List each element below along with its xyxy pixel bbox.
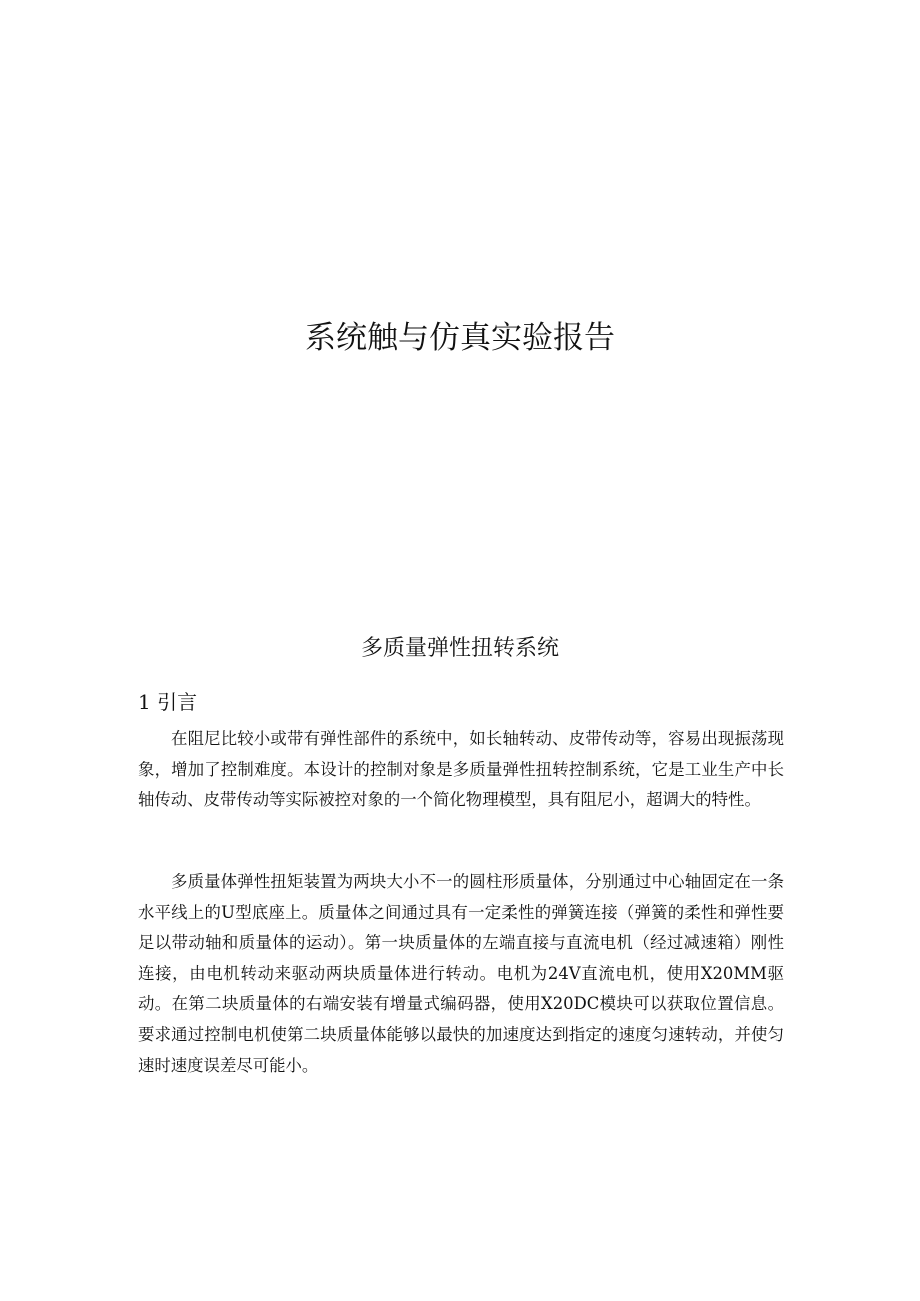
paragraph-1: 在阻尼比较小或带有弹性部件的系统中，如长轴转动、皮带传动等，容易出现振荡现象，增加了控制难度。本设计的控制对象是多质量弹性扭转控制系统，它是工业生产中长轴传动、皮带传动等实际被控对象的一个简化物理模型，具有阻尼小，超调大的特性。: [138, 729, 784, 810]
report-title: 系统触与仿真实验报告: [305, 320, 615, 356]
paragraph-2: 多质量体弹性扭矩装置为两块大小不一的圆柱形质量体，分别通过中心轴固定在一条水平线上的U型底座上。质量体之间通过具有一定柔性的弹簧连接（弹簧的柔性和弹性要足以带动轴和质量体的运动）。第一块质量体的左端直接与直流电机（经过减速箱）刚性连接，由电机转动来驱动两块质量体进行转动。电机为24V直流电机，使用X20MM驱动。在第二块质量体的右端安装有增量式编码器，使用X20DC模块可以获取位置信息。要求通过控制电机使第二块质量体能够以最快的加速度达到指定的速度匀速转动，并使匀速时速度误差尽可能小。: [138, 872, 784, 1075]
report-subtitle: 多质量弹性扭转系统: [360, 636, 559, 661]
section-heading-introduction: 1 引言: [138, 690, 198, 714]
